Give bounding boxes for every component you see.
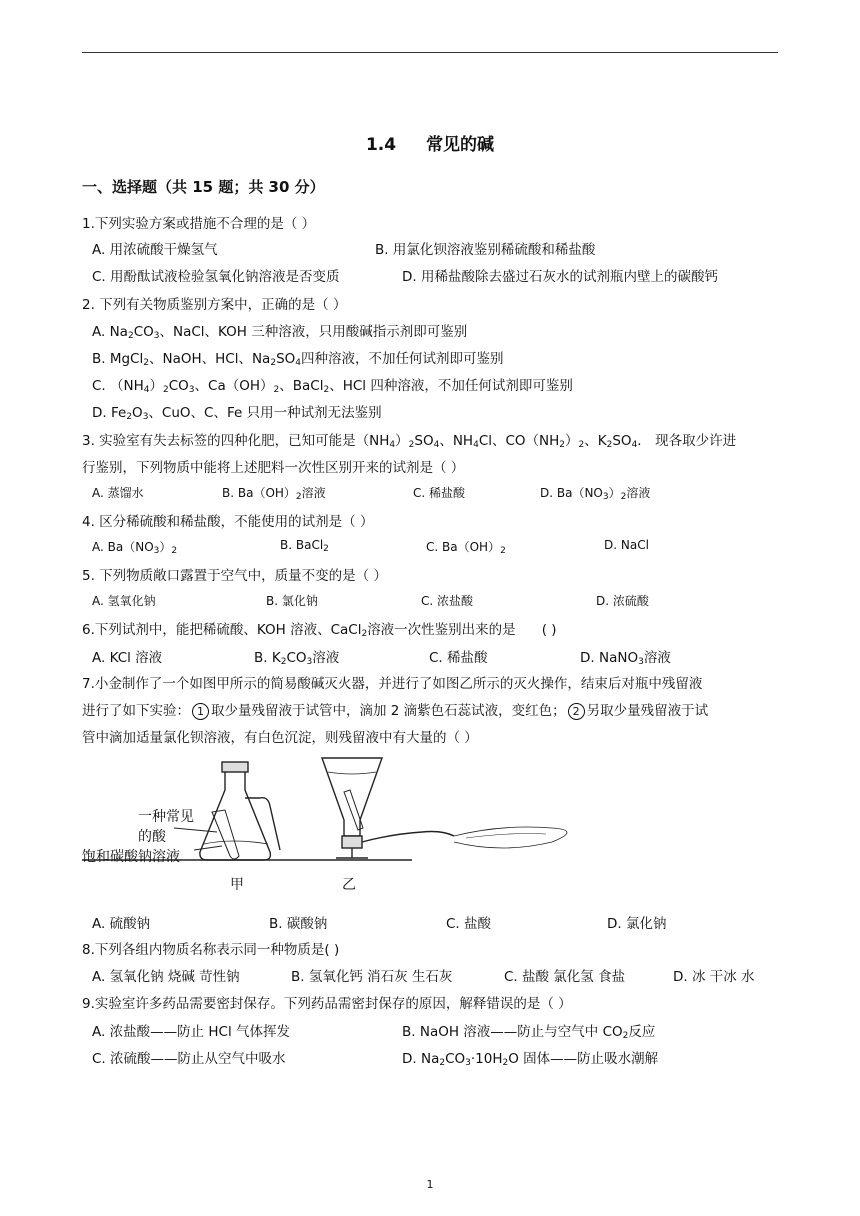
circled-number-1: 1 <box>192 703 209 720</box>
q2-option-b: B. MgCl$_2$、NaOH、HCl、$Na_2SO_4$四种溶液，不加任何试剂即可鉴别 <box>92 351 504 368</box>
q9-option-a: A. 浓盐酸——防止 HCl 气体挥发 <box>92 1024 290 1040</box>
question-4-stem: 4. 区分稀硫酸和稀盐酸，不能使用的试剂是（ ） <box>82 514 374 530</box>
q5-option-c: C. 浓盐酸 <box>421 594 474 608</box>
q7-option-c: C. 盐酸 <box>446 916 492 932</box>
title-number: 1.4 <box>365 135 397 155</box>
q8-option-a: A. 氢氧化钠 烧碱 苛性钠 <box>92 969 240 985</box>
circled-number-2: 2 <box>568 703 585 720</box>
figure-label-sodium-carbonate: 饱和碳酸钠溶液 <box>82 849 180 865</box>
q7-option-b: B. 碳酸钠 <box>269 916 328 932</box>
q6-option-a: A. KCl 溶液 <box>92 650 163 666</box>
q6-option-b: B. $K_2CO_3$溶液 <box>254 650 340 667</box>
fire-extinguisher-figure <box>82 750 602 900</box>
q9-option-d: D. $Na_2CO_3\cdot 10H_2O$ 固体——防止吸水潮解 <box>402 1051 659 1068</box>
question-6-stem: 6.下列试剂中，能把稀硫酸、KOH 溶液、CaCl$_2$溶液一次性鉴别出来的是 ( ) <box>82 622 557 639</box>
q8-option-c: C. 盐酸 氯化氢 食盐 <box>504 969 626 985</box>
q3-option-b: B. $Ba(OH)_2$溶液 <box>222 486 326 502</box>
question-2-stem: 2. 下列有关物质鉴别方案中，正确的是（ ） <box>82 297 347 313</box>
q8-option-d: D. 冰 干冰 水 <box>673 969 755 985</box>
q4-option-a: A. $Ba(NO_3)_2$ <box>92 540 178 556</box>
figure-label-acid-line-2: 的酸 <box>138 829 166 845</box>
q7-option-d: D. 氯化钠 <box>607 916 667 932</box>
page-number: 1 <box>426 1178 434 1191</box>
q6-option-d: D. NaNO$_3$溶液 <box>580 650 671 667</box>
question-9-stem: 9.实验室许多药品需要密封保存。下列药品需密封保存的原因，解释错误的是（ ） <box>82 996 572 1012</box>
q3-option-d: D. $Ba(NO_3)_2$溶液 <box>540 486 651 502</box>
q5-option-d: D. 浓硫酸 <box>596 594 649 608</box>
question-7-line-2: 进行了如下实验： 1 取少量残留液于试管中，滴加 2 滴紫色石蕊试液，变红色； 2 另取少量残留液于试 <box>82 703 709 719</box>
question-3-line-2: 行鉴别，下列物质中能将上述肥料一次性区别开来的试剂是（ ） <box>82 460 465 476</box>
section-heading: 一、选择题（共 15 题；共 30 分） <box>82 178 325 196</box>
figure-label-yi: 乙 <box>342 877 356 893</box>
question-3-line-1: 3. 实验室有失去标签的四种化肥，已知可能是$(NH_4)_2SO_4$、$NH_4Cl$、$CO(NH_2)_2$、$K_2SO_4$． 现各取少许进 <box>82 433 737 450</box>
q6-option-c: C. 稀盐酸 <box>429 650 488 666</box>
figure-label-acid-line-1: 一种常见 <box>138 809 194 825</box>
figure-label-jia: 甲 <box>230 877 244 893</box>
question-1-stem: 1.下列实验方案或措施不合理的是（ ） <box>82 216 316 232</box>
q5-option-a: A. 氢氧化钠 <box>92 594 156 608</box>
header-rule <box>82 52 778 53</box>
q3-option-c: C. 稀盐酸 <box>413 486 466 500</box>
q2-option-a: A. $Na_2CO_3$、NaCl、KOH 三种溶液，只用酸碱指示剂即可鉴别 <box>92 324 468 341</box>
q2-option-d: D. $Fe_2O_3$、CuO、C、Fe 只用一种试剂无法鉴别 <box>92 405 382 422</box>
q4-option-b: B. BaCl$_2$ <box>280 538 329 554</box>
q1-option-c: C. 用酚酞试液检验氢氧化钠溶液是否变质 <box>92 269 340 285</box>
q1-option-a: A. 用浓硫酸干燥氢气 <box>92 242 218 258</box>
question-5-stem: 5. 下列物质敞口露置于空气中，质量不变的是（ ） <box>82 568 387 584</box>
q3-option-a: A. 蒸馏水 <box>92 486 144 500</box>
q8-option-b: B. 氢氧化钙 消石灰 生石灰 <box>291 969 453 985</box>
q2-option-c: C. $(NH_4)_2CO_3$、$Ca(OH)_2$、BaCl$_2$、HCl 四种溶液，不加任何试剂即可鉴别 <box>92 378 573 395</box>
q9-option-c: C. 浓硫酸——防止从空气中吸水 <box>92 1051 286 1067</box>
title-text: 常见的碱 <box>426 135 495 155</box>
q5-option-b: B. 氯化钠 <box>266 594 318 608</box>
question-8-stem: 8.下列各组内物质名称表示同一种物质是( ) <box>82 942 340 958</box>
q4-option-c: C. $Ba(OH)_2$ <box>426 540 506 556</box>
q9-option-b: B. NaOH 溶液——防止与空气中 $CO_2$反应 <box>402 1024 656 1041</box>
question-7-line-1: 7.小金制作了一个如图甲所示的简易酸碱灭火器，并进行了如图乙所示的灭火操作，结束后对瓶中残留液 <box>82 676 703 692</box>
q7-option-a: A. 硫酸钠 <box>92 916 151 932</box>
q1-option-d: D. 用稀盐酸除去盛过石灰水的试剂瓶内壁上的碳酸钙 <box>402 269 718 285</box>
question-7-line-3: 管中滴加适量氯化钡溶液，有白色沉淀，则残留液中有大量的（ ） <box>82 730 478 746</box>
page-title <box>0 130 860 155</box>
q4-option-d: D. NaCl <box>604 538 649 552</box>
q1-option-b: B. 用氯化钡溶液鉴别稀硫酸和稀盐酸 <box>375 242 596 258</box>
